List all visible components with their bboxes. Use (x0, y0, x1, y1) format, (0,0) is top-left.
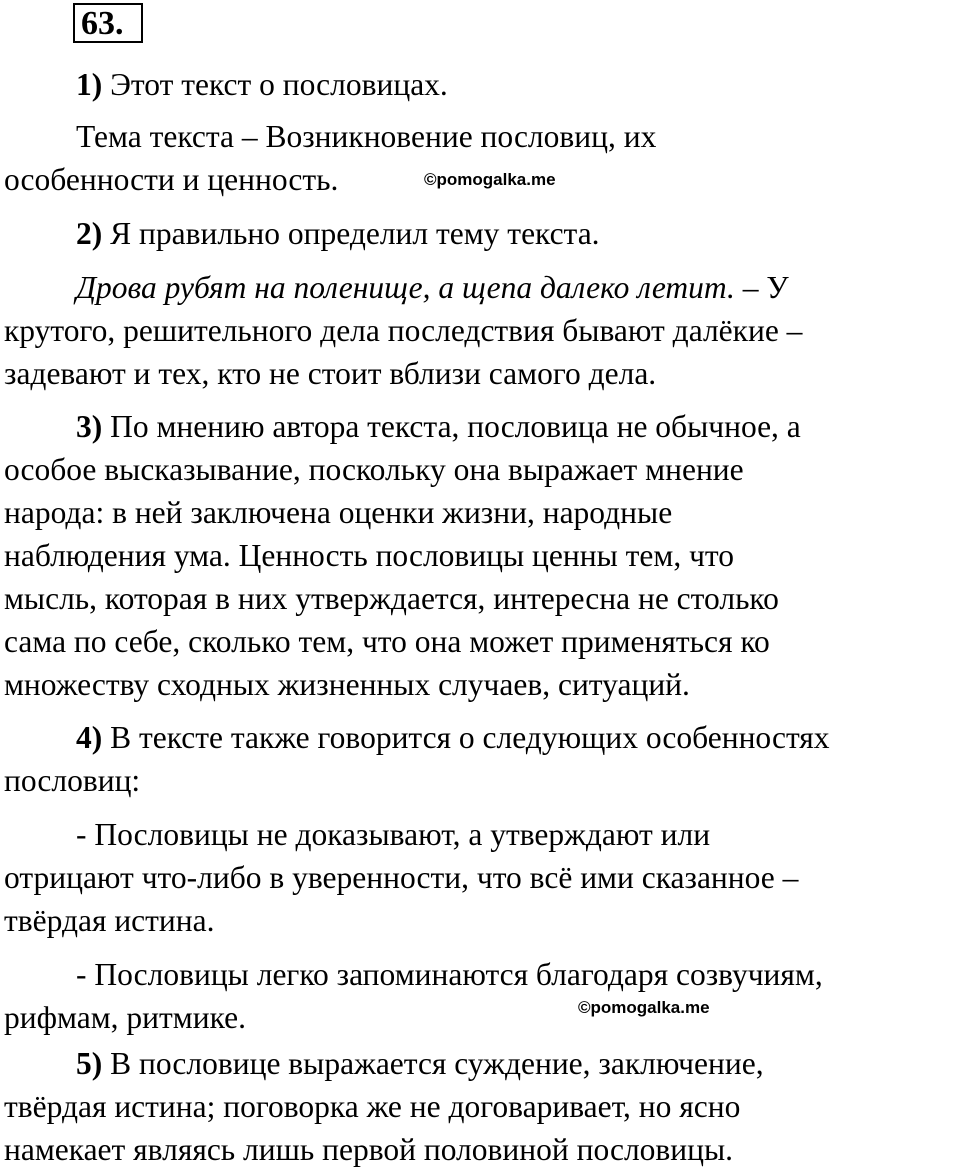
line-text: крутого, решительного дела последствия бывают далёкие – (4, 313, 803, 348)
line-text: - Пословицы не доказывают, а утверждают или (76, 817, 711, 852)
line-text: сама по себе, сколько тем, что она может применяться ко (4, 624, 770, 659)
line-text: народа: в ней заключена оценки жизни, народные (4, 495, 673, 530)
paragraph-bullet-1 (4, 813, 960, 942)
line-text: мысль, которая в них утверждается, интересна не столько (4, 581, 779, 616)
line-text: Тема текста – Возникновение пословиц, их (76, 119, 657, 154)
text-line (4, 405, 960, 448)
paragraph-4 (4, 716, 960, 802)
line-text: В пословице выражается суждение, заключение, (110, 1046, 764, 1081)
paragraph-5 (4, 1042, 960, 1171)
watermark: ©pomogalka.me (424, 170, 556, 189)
exercise-number: 63. (73, 3, 143, 43)
line-text: особенности и ценность. (4, 162, 339, 197)
paragraph-1 (4, 63, 960, 106)
item-marker: 1) (76, 67, 103, 102)
line-text: задевают и тех, кто не стоит вблизи самого дела. (4, 356, 657, 391)
text-line (4, 63, 960, 106)
proverb-quote: Дрова рубят на поленище, а щепа далеко летит. (76, 270, 735, 305)
text-line (4, 716, 960, 759)
line-text: Этот текст о пословицах. (110, 67, 448, 102)
watermark: ©pomogalka.me (578, 998, 710, 1017)
paragraph-proverb (4, 266, 960, 395)
line-text: наблюдения ума. Ценность пословицы ценны тем, что (4, 538, 735, 573)
text-line (4, 1042, 960, 1085)
item-marker: 5) (76, 1046, 103, 1081)
line-text: Я правильно определил тему текста. (110, 216, 600, 251)
paragraph-bullet-2 (4, 953, 960, 1039)
line-text: множеству сходных жизненных случаев, ситуаций. (4, 667, 690, 702)
line-text: В тексте также говорится о следующих особенностях (110, 720, 830, 755)
item-marker: 3) (76, 409, 103, 444)
paragraph-3 (4, 405, 960, 706)
paragraph-2 (4, 212, 960, 255)
item-marker: 2) (76, 216, 103, 251)
line-text: - Пословицы легко запоминаются благодаря созвучиям, (76, 957, 823, 992)
text-line (4, 266, 960, 309)
line-text: твёрдая истина. (4, 903, 215, 938)
line-text: отрицают что-либо в уверенности, что всё ими сказанное – (4, 860, 799, 895)
line-text: пословиц: (4, 763, 141, 798)
line-text: твёрдая истина; поговорка же не договаривает, но ясно (4, 1089, 741, 1124)
text-line (4, 212, 960, 255)
line-text: намекает являясь лишь первой половиной пословицы. (4, 1132, 734, 1167)
line-text: По мнению автора текста, пословица не обычное, а (110, 409, 801, 444)
line-text: рифмам, ритмике. (4, 1000, 246, 1035)
line-text: особое высказывание, поскольку она выражает мнение (4, 452, 744, 487)
item-marker: 4) (76, 720, 103, 755)
line-text: – У (734, 270, 789, 305)
